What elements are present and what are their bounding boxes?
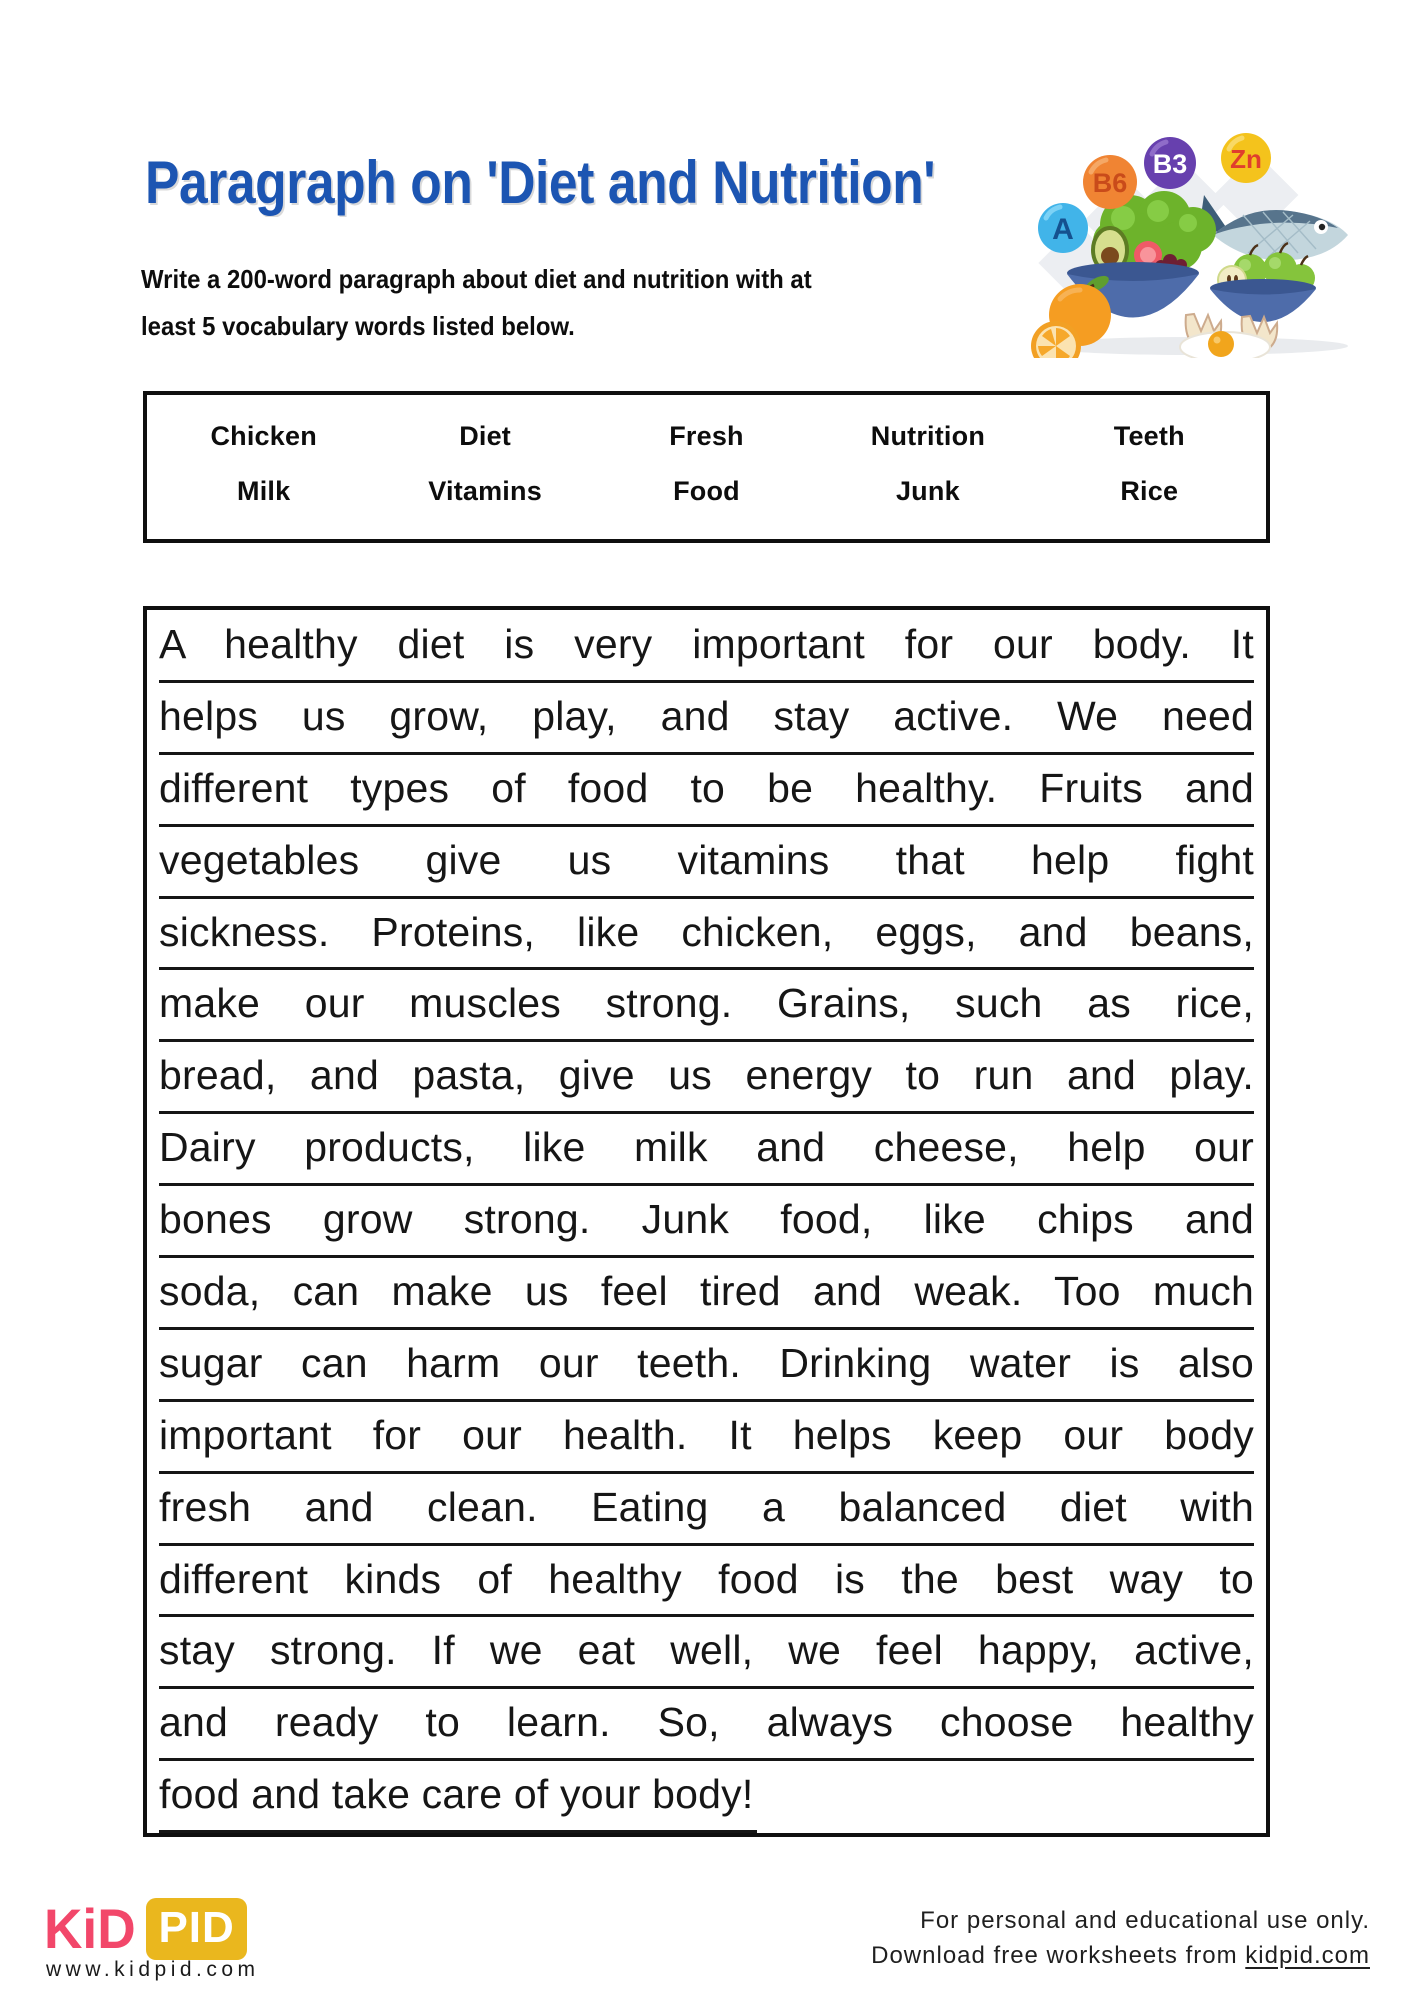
egg-illustration bbox=[1180, 314, 1277, 358]
vitamin-a-label: A bbox=[1052, 213, 1074, 246]
vitamin-b3-badge bbox=[1144, 137, 1196, 189]
vocab-word-diet: Diet bbox=[459, 421, 511, 451]
vocab-word-fresh: Fresh bbox=[669, 421, 744, 451]
paragraph-writing-box bbox=[143, 606, 1270, 1837]
kidpid-com-link[interactable]: kidpid.com bbox=[1245, 1942, 1370, 1969]
paragraph-line: sugar can harm our teeth. Drinking water is also bbox=[159, 1330, 1254, 1402]
diet-nutrition-illustration bbox=[1018, 103, 1353, 358]
paragraph-line: sickness. Proteins, like chicken, eggs, and beans, bbox=[159, 899, 1254, 971]
vocab-word-nutrition: Nutrition bbox=[870, 421, 986, 451]
vitamin-a-badge bbox=[1038, 203, 1088, 253]
paragraph-line: helps us grow, play, and stay active. We need bbox=[159, 683, 1254, 755]
paragraph-line-last bbox=[159, 1761, 1254, 1833]
vocab-word-rice: Rice bbox=[1120, 476, 1179, 506]
vitamin-zn-label: Zn bbox=[1230, 144, 1262, 174]
vocab-word-chicken: Chicken bbox=[210, 421, 317, 451]
paragraph-line: fresh and clean. Eating a balanced diet with bbox=[159, 1474, 1254, 1546]
instructions-line-1: Write a 200-word paragraph about diet and nutrition with at bbox=[141, 264, 812, 294]
instructions-line-2: least 5 vocabulary words listed below. bbox=[141, 311, 575, 341]
footer-note bbox=[871, 1903, 1370, 1973]
vocab-word-teeth: Teeth bbox=[1113, 421, 1185, 451]
footer-note-line-2 bbox=[871, 1938, 1370, 1973]
footer-note-line-1: For personal and educational use only. bbox=[920, 1907, 1370, 1934]
vitamin-b3-label: B3 bbox=[1152, 149, 1188, 179]
food-illustration-svg bbox=[1018, 103, 1353, 358]
kidpid-website-url: www.kidpid.com bbox=[46, 1958, 260, 1981]
instructions-text bbox=[141, 256, 812, 350]
paragraph-line-last-text: food and take care of your body! bbox=[159, 1761, 757, 1833]
kidpid-logo-pid-badge: PID bbox=[146, 1898, 246, 1960]
paragraph-line: A healthy diet is very important for our body. It bbox=[159, 611, 1254, 683]
page-title: Paragraph on 'Diet and Nutrition' bbox=[145, 149, 936, 216]
paragraph-line: Dairy products, like milk and cheese, help our bbox=[159, 1114, 1254, 1186]
vocab-word-junk: Junk bbox=[895, 476, 960, 506]
vocabulary-box bbox=[143, 391, 1270, 543]
paragraph-line: bones grow strong. Junk food, like chips and bbox=[159, 1186, 1254, 1258]
footer-note-line-2-text: Download free worksheets from bbox=[871, 1942, 1246, 1969]
paragraph-line: make our muscles strong. Grains, such as rice, bbox=[159, 970, 1254, 1042]
paragraph-line: important for our health. It helps keep our body bbox=[159, 1402, 1254, 1474]
paragraph-line: vegetables give us vitamins that help fight bbox=[159, 827, 1254, 899]
paragraph-line: bread, and pasta, give us energy to run and play. bbox=[159, 1042, 1254, 1114]
paragraph-line: different kinds of healthy food is the best way to bbox=[159, 1546, 1254, 1618]
vitamin-b6-badge bbox=[1083, 155, 1137, 209]
vocab-word-food: Food bbox=[673, 476, 740, 506]
vocab-word-milk: Milk bbox=[237, 476, 291, 506]
kidpid-logo bbox=[44, 1896, 247, 1961]
vocab-word-vitamins: Vitamins bbox=[428, 476, 542, 506]
kidpid-logo-kid: KiD bbox=[44, 1897, 136, 1960]
paragraph-line: stay strong. If we eat well, we feel happy, active, bbox=[159, 1617, 1254, 1689]
paragraph-line: soda, can make us feel tired and weak. Too much bbox=[159, 1258, 1254, 1330]
paragraph-line: different types of food to be healthy. Fruits and bbox=[159, 755, 1254, 827]
vitamin-zn-badge bbox=[1221, 133, 1271, 183]
paragraph-line: and ready to learn. So, always choose healthy bbox=[159, 1689, 1254, 1761]
vitamin-b6-label: B6 bbox=[1092, 168, 1128, 198]
